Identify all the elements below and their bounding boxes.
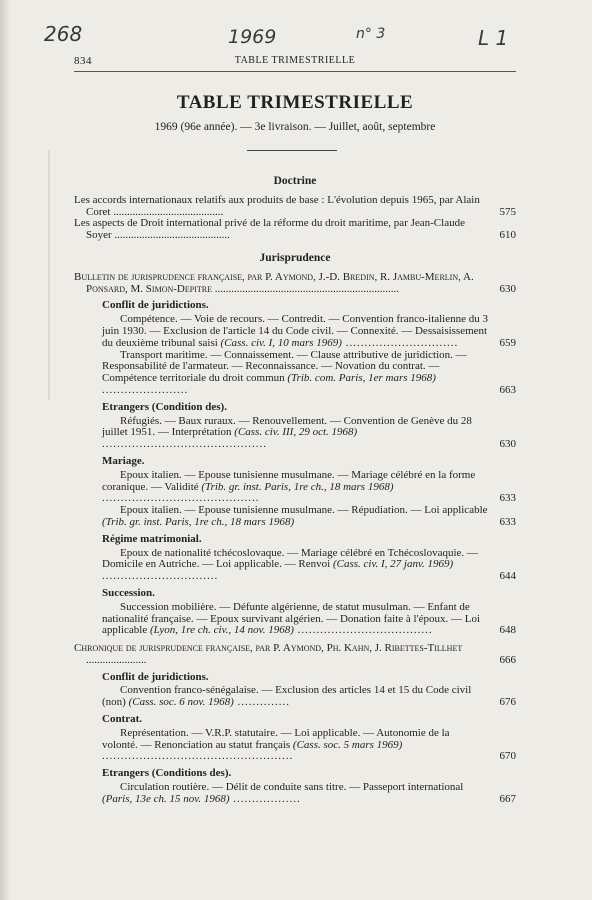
case-entry <box>102 505 516 529</box>
category-title: Mariage. <box>102 454 145 467</box>
leader-dots: ....................... <box>102 383 189 396</box>
handwritten-code: L 1 <box>478 26 509 50</box>
category-title: Contrat. <box>102 713 143 726</box>
issue-subtitle: 1969 (96e année). — 3e livraison. — Juillet, août, septembre <box>154 121 436 133</box>
case-entry <box>102 416 516 451</box>
case-page: 667 <box>499 792 516 805</box>
handwritten-number: 268 <box>44 22 83 46</box>
doctrine-entry <box>74 218 516 242</box>
case-summary: Représentation. — V.R.P. statutaire. — Loi applicable. — Autonomie de la volonté. — Renonciation au statut français <box>102 726 450 751</box>
case-summary: Epoux de nationalité tchécoslovaque. — Mariage célébré en Tchécoslovaquie. — Domicile en Autriche. — Loi applicable. — Renvoi <box>102 546 478 571</box>
case-summary: Epoux italien. — Epouse tunisienne musulmane. — Mariage célébré en la forme coranique. — Validité <box>102 468 476 493</box>
leader-dots: .................. <box>229 792 301 805</box>
case-page: 648 <box>499 624 516 637</box>
case-citation: (Cass. civ. I, 10 mars 1969) <box>220 336 342 349</box>
handwritten-issue: n° 3 <box>356 26 386 42</box>
case-entry <box>102 548 516 583</box>
category-title: Etrangers (Condition des). <box>102 400 227 413</box>
case-page: 644 <box>499 570 516 583</box>
chronique-entry <box>74 643 516 667</box>
case-page: 659 <box>499 336 516 349</box>
chronique-text: Chronique de jurisprudence française, par P. Aymond, Ph. Kahn, J. Ribettes-Tillhet ...................... <box>74 642 463 666</box>
page-title: TABLE TRIMESTRIELLE <box>176 92 414 113</box>
category-title: Conflit de juridictions. <box>102 299 209 312</box>
doctrine-entry-text: Les aspects de Droit international privé de la réforme du droit maritime, par Jean-Claude Soyer .......................................... <box>74 217 465 242</box>
case-entry <box>102 602 516 637</box>
leader-dots: ................................................... <box>102 750 294 763</box>
jurisprudence-section <box>74 253 516 806</box>
case-page: 633 <box>499 515 516 528</box>
category-title: Régime matrimonial. <box>102 532 202 545</box>
page-edge-shadow <box>0 0 10 900</box>
case-entry <box>102 350 516 397</box>
bulletin-categories <box>74 300 516 637</box>
table-of-contents <box>74 176 516 817</box>
doctrine-entry-page: 610 <box>499 229 516 242</box>
case-citation: (Paris, 13e ch. 15 nov. 1968) <box>102 792 230 805</box>
case-summary: Succession mobilière. — Défunte algérienne, de statut musulman. — Enfant de nationalité française. — Epoux survivant algérien. — Donation faite à l'époux. — Loi applicable <box>102 600 481 637</box>
case-summary: Convention franco-sénégalaise. — Exclusion des articles 14 et 15 du Code civil (non) <box>102 684 472 709</box>
category-block <box>102 402 516 451</box>
case-citation: (Lyon, 1re ch. civ., 14 nov. 1968) <box>149 624 294 637</box>
title-rule <box>247 150 337 151</box>
running-title: TABLE TRIMESTRIELLE <box>234 55 356 66</box>
chronique-categories <box>74 672 516 806</box>
page-number: 834 <box>74 55 92 67</box>
category-block <box>102 714 516 763</box>
doctrine-entry <box>74 195 516 219</box>
header-rule <box>74 71 516 72</box>
leader-dots: .................................... <box>293 624 433 637</box>
case-citation: (Trib. gr. inst. Paris, 1re ch., 18 mars 1968) <box>201 480 394 493</box>
case-citation: (Cass. civ. III, 29 oct. 1968) <box>234 426 358 439</box>
case-citation: (Cass. soc. 5 mars 1969) <box>292 738 403 751</box>
case-citation: (Cass. soc. 6 nov. 1968) <box>128 696 234 709</box>
case-entry <box>102 685 516 709</box>
category-block <box>102 534 516 583</box>
case-citation: (Trib. gr. inst. Paris, 1re ch., 18 mars 1968) <box>102 515 295 528</box>
handwritten-year: 1969 <box>228 26 277 48</box>
category-block <box>102 588 516 637</box>
category-block <box>102 456 516 529</box>
page-fold-mark <box>48 150 50 400</box>
category-block <box>102 768 516 805</box>
jurisprudence-heading: Jurisprudence <box>259 251 331 264</box>
doctrine-entry-page: 575 <box>499 205 516 218</box>
doctrine-entry-text: Les accords internationaux relatifs aux produits de base : L'évolution depuis 1965, par Alain Coret ........................................ <box>74 193 480 218</box>
category-block <box>102 672 516 709</box>
case-entry <box>102 314 516 349</box>
doctrine-list <box>74 195 516 242</box>
leader-dots: ............................................ <box>102 438 267 451</box>
case-summary: Circulation routière. — Délit de conduite sans titre. — Passeport international <box>120 781 464 794</box>
category-title: Conflit de juridictions. <box>102 670 209 683</box>
case-entry <box>102 782 516 806</box>
case-summary: Epoux italien. — Epouse tunisienne musulmane. — Répudiation. — Loi applicable <box>120 504 488 517</box>
category-title: Etrangers (Conditions des). <box>102 767 232 780</box>
bulletin-entry <box>74 272 516 296</box>
case-summary: Transport maritime. — Connaissement. — Clause attributive de juridiction. — Responsabilité de l'armateur. — Reconnaissance. — Novation du contrat. — Compétence territoriale du droit commun <box>102 348 467 385</box>
bulletin-page: 630 <box>499 282 516 295</box>
category-block <box>102 300 516 396</box>
case-page: 630 <box>499 438 516 451</box>
case-citation: (Cass. civ. I, 27 janv. 1969) <box>332 558 454 571</box>
case-page: 633 <box>499 492 516 505</box>
leader-dots: ............................... <box>102 570 219 583</box>
case-citation: (Trib. com. Paris, 1er mars 1968) <box>287 372 436 385</box>
case-page: 670 <box>499 750 516 763</box>
leader-dots: .............. <box>233 696 291 709</box>
case-entry <box>102 470 516 505</box>
case-page: 676 <box>499 696 516 709</box>
case-summary: Réfugiés. — Baux ruraux. — Renouvellement. — Convention de Genève du 28 juillet 1951. — Interprétation <box>102 414 472 439</box>
chronique-page: 666 <box>499 653 516 666</box>
leader-dots: .............................. <box>341 336 459 349</box>
case-entry <box>102 728 516 763</box>
doctrine-section <box>74 176 516 242</box>
case-page: 663 <box>499 383 516 396</box>
bulletin-text: Bulletin de jurisprudence française, par P. Aymond, J.-D. Bredin, R. Jambu-Merlin, A. Ponsard, M. Simon-Depitre ................................................................... <box>74 270 474 295</box>
doctrine-heading: Doctrine <box>273 175 317 187</box>
category-title: Succession. <box>102 586 155 599</box>
leader-dots: .......................................... <box>102 492 260 505</box>
case-summary: Compétence. — Voie de recours. — Contredit. — Convention franco-italienne du 3 juin 1930. — Exclusion de l'article 14 du Code civil. — Connexité. — Dessaisissement du deuxième tribunal saisi <box>102 313 489 349</box>
